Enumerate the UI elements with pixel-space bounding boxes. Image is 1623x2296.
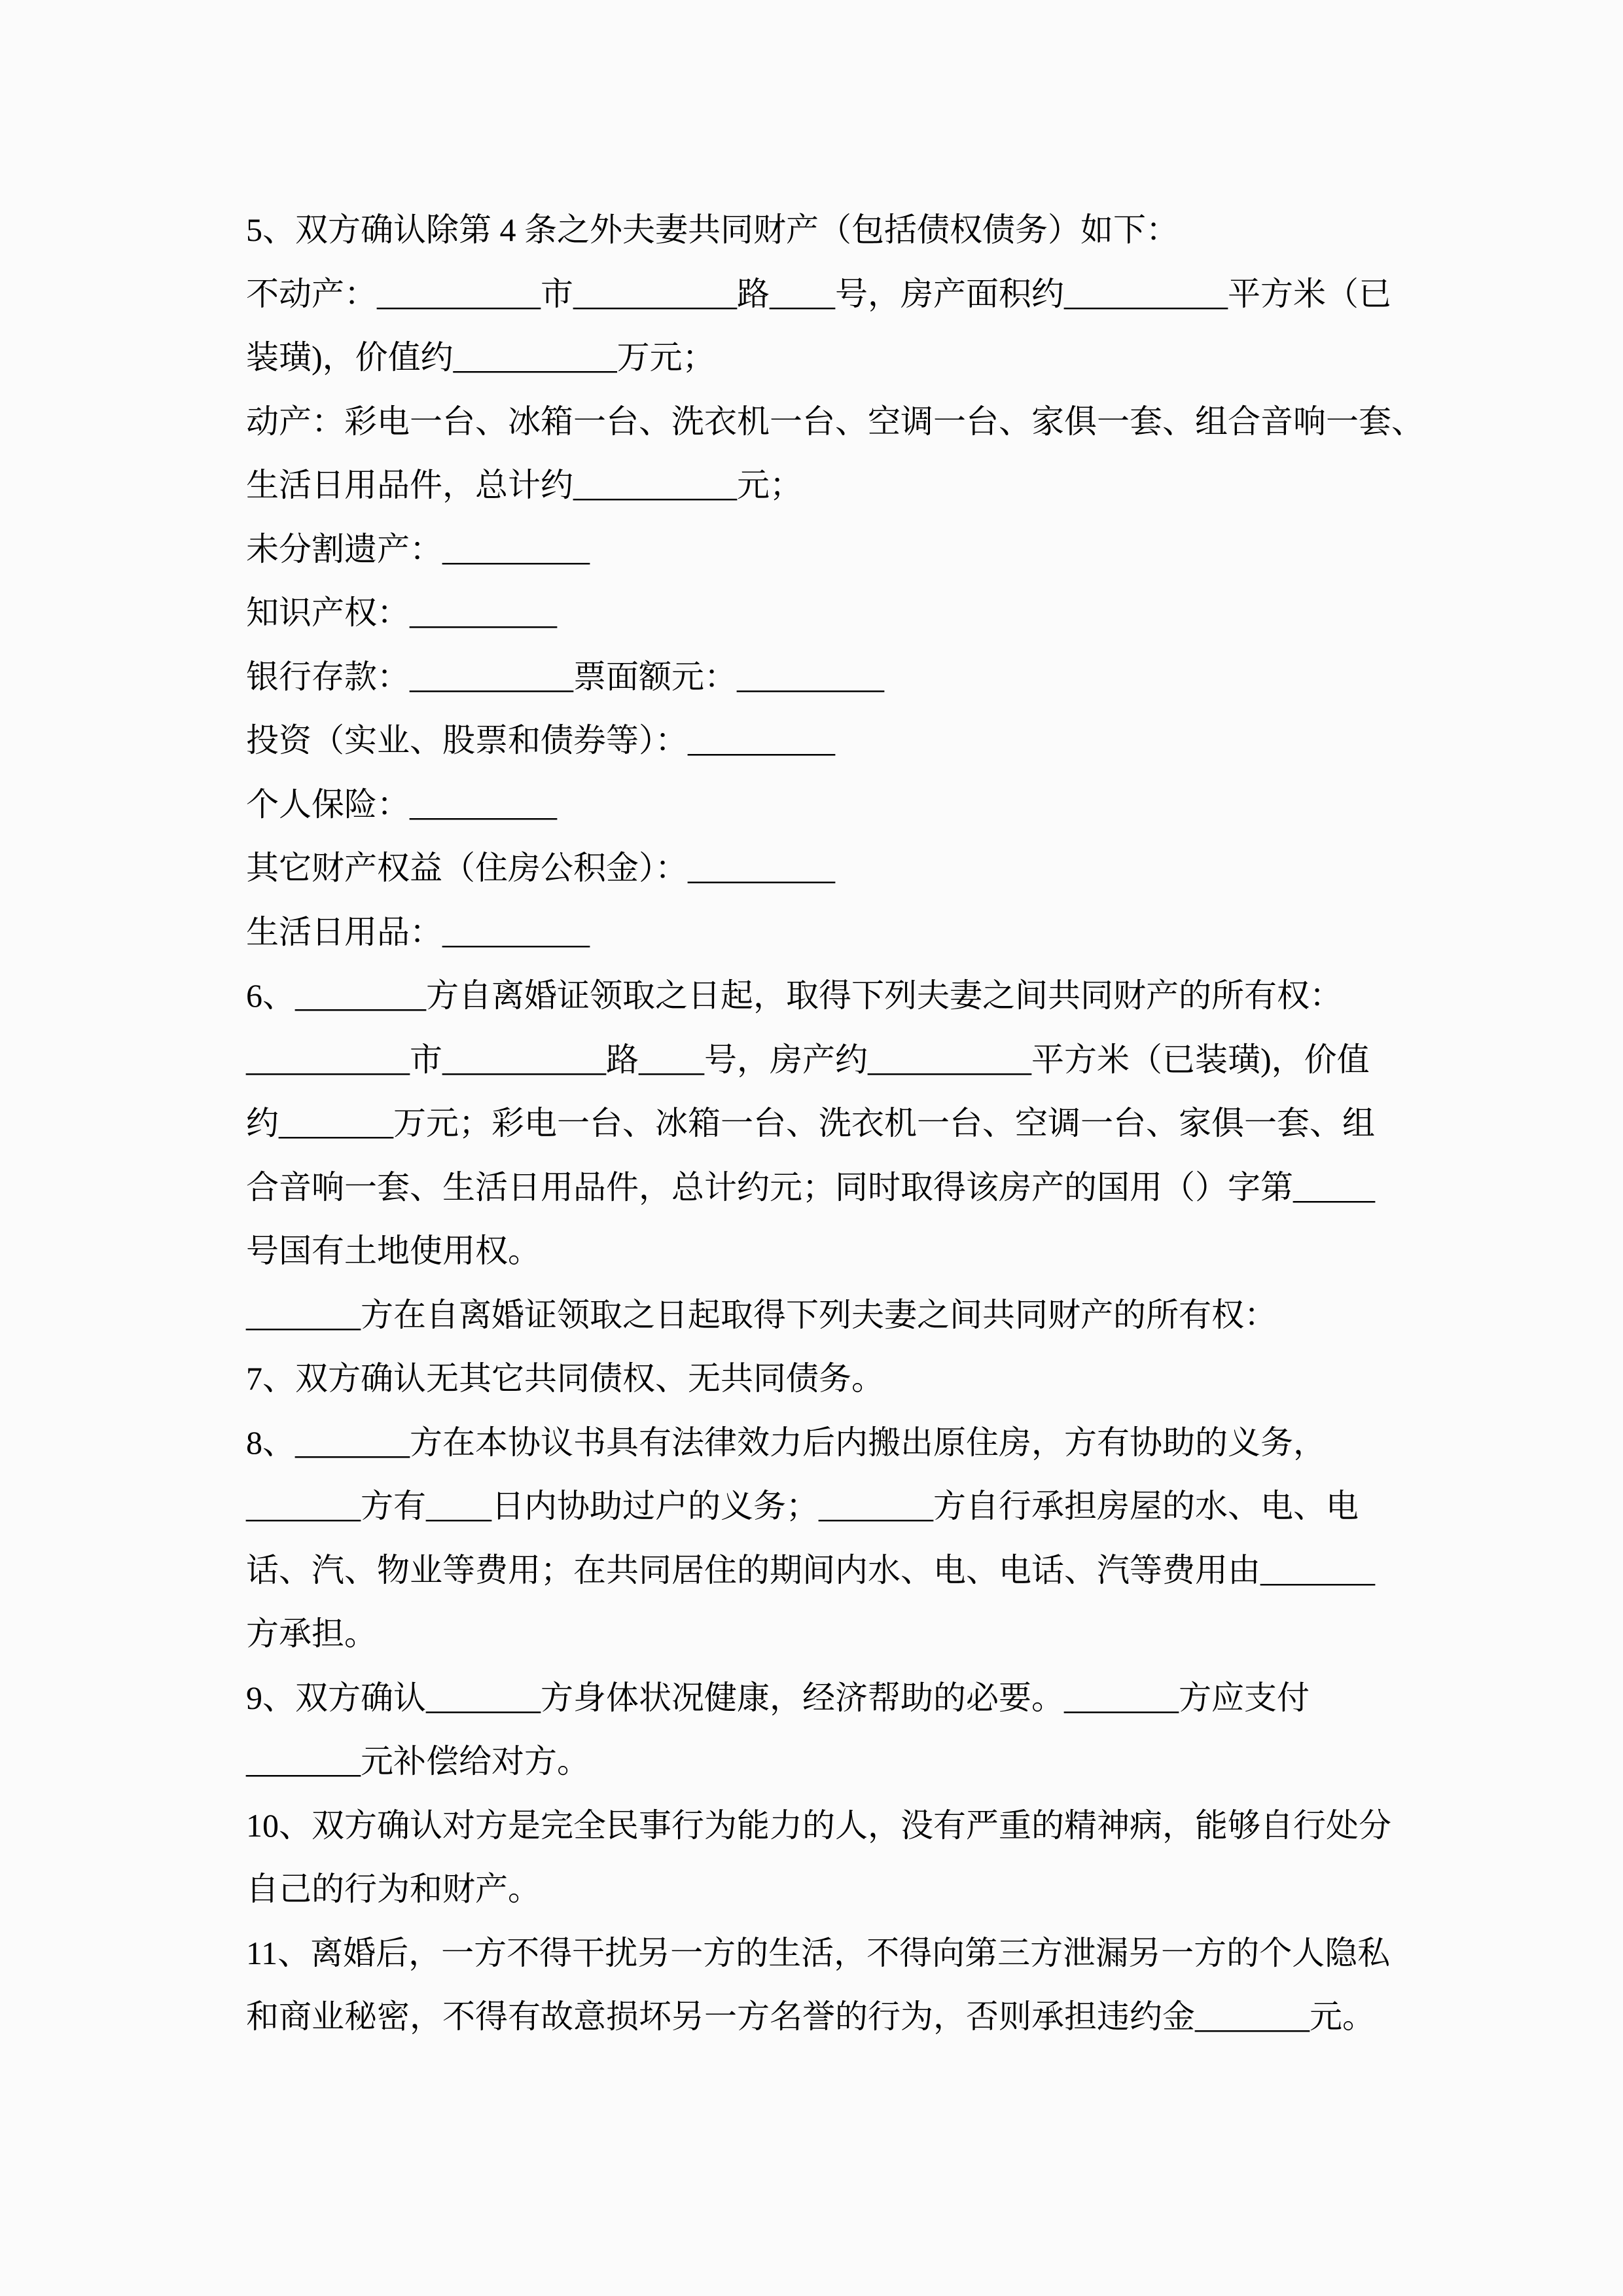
document-line: 银行存款：__________票面额元：_________	[246, 658, 884, 695]
document-line: _______方有____日内协助过户的义务；_______方自行承担房屋的水、电、电	[246, 1488, 1359, 1524]
document-line: __________市__________路____号，房产约__________平方米（已装璜)，价值	[246, 1041, 1370, 1078]
document-line: 合音响一套、生活日用品件，总计约元；同时取得该房产的国用（）字第_____	[246, 1168, 1375, 1206]
document-line: 10、双方确认对方是完全民事行为能力的人，没有严重的精神病，能够自行处分	[246, 1806, 1391, 1844]
document-line: _______方在自离婚证领取之日起取得下列夫妻之间共同财产的所有权：	[246, 1296, 1277, 1333]
document-line: 个人保险：_________	[246, 785, 557, 823]
document-body	[246, 198, 1424, 2049]
document-line: 其它财产权益（住房公积金）：_________	[246, 850, 835, 886]
document-line: 7、双方确认无其它共同债权、无共同债务。	[246, 1360, 884, 1397]
document-line: 约_______万元；彩电一台、冰箱一台、洗衣机一台、空调一台、家俱一套、组	[246, 1105, 1375, 1141]
document-line: 知识产权：_________	[246, 594, 557, 631]
document-line: 和商业秘密，不得有故意损坏另一方名誉的行为，否则承担违约金_______元。	[246, 1998, 1375, 2035]
document-line: 生活日用品件，总计约__________元；	[246, 467, 802, 503]
document-line: 号国有土地使用权。	[246, 1232, 541, 1269]
document-line: 投资（实业、股票和债券等）：_________	[246, 722, 835, 759]
document-line: 11、离婚后，一方不得干扰另一方的生活，不得向第三方泄漏另一方的个人隐私	[246, 1934, 1391, 1971]
document-line: 话、汽、物业等费用；在共同居住的期间内水、电、电话、汽等费用由_______	[246, 1551, 1375, 1588]
document-line: 方承担。	[246, 1615, 377, 1652]
document-line: _______元补偿给对方。	[246, 1743, 590, 1780]
document-line: 不动产：__________市__________路____号，房产面积约__________平方米（已	[246, 275, 1391, 312]
document-line: 6、________方自离婚证领取之日起，取得下列夫妻之间共同财产的所有权：	[246, 977, 1342, 1014]
document-line: 5、双方确认除第 4 条之外夫妻共同财产（包括债权债务）如下：	[246, 211, 1179, 248]
document-line: 未分割遗产：_________	[246, 530, 590, 567]
document-line: 自己的行为和财产。	[246, 1871, 541, 1907]
document-line: 8、_______方在本协议书具有法律效力后内搬出原住房，方有协助的义务，	[246, 1424, 1326, 1461]
document-line: 动产：彩电一台、冰箱一台、洗衣机一台、空调一台、家俱一套、组合音响一套、	[246, 403, 1424, 440]
document-line: 9、双方确认_______方身体状况健康，经济帮助的必要。_______方应支付	[246, 1679, 1310, 1716]
document-line: 生活日用品：_________	[246, 913, 590, 950]
document-line: 装璜)，价值约__________万元；	[246, 339, 715, 376]
